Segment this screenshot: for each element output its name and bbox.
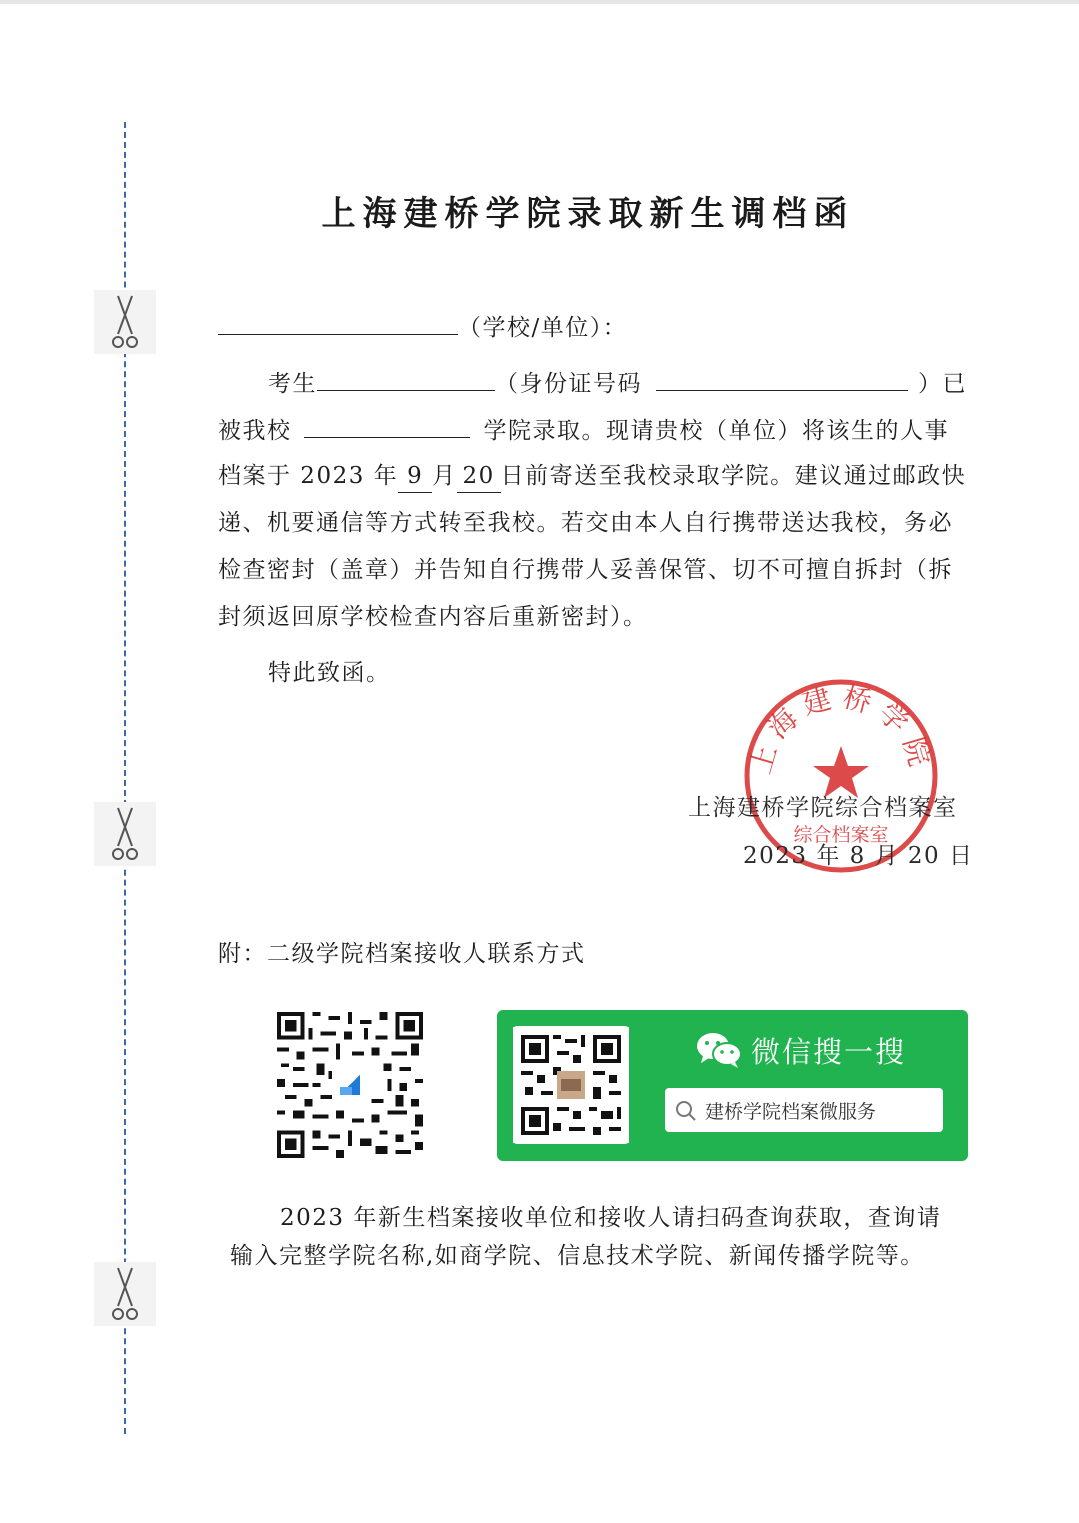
admitted-suffix: ）已 [918, 371, 967, 397]
body-line-6: 封须返回原学校检查内容后重新密封）。 [218, 604, 648, 630]
footer-line-2: 输入完整学院名称,如商学院、信息技术学院、新闻传播学院等。 [230, 1243, 925, 1269]
wechat-search-box[interactable] [665, 1088, 943, 1132]
signature-date: 2023 年 8 月 20 日 [743, 843, 974, 869]
school-blank[interactable] [218, 310, 458, 335]
month-unit: 月 [432, 463, 457, 489]
our-school-label: 被我校 [218, 418, 292, 444]
wechat-search-text: 建桥学院档案微服务 [705, 1101, 877, 1123]
closing-text: 特此致函。 [268, 660, 391, 686]
document-title: 上海建桥学院录取新生调档函 [321, 194, 855, 234]
college-blank[interactable] [304, 413, 470, 438]
qr-code[interactable] [276, 1012, 424, 1158]
footer-line-1: 2023 年新生档案接收单位和接收人请扫码查询获取，查询请 [280, 1205, 942, 1231]
deadline-prefix: 档案于 2023 年 [218, 463, 399, 489]
wechat-search-title: 微信搜一搜 [751, 1035, 907, 1069]
body-line-2 [218, 413, 949, 447]
scissors-icon [94, 1262, 156, 1326]
addressee-line [218, 310, 627, 344]
candidate-name-blank[interactable] [317, 366, 495, 391]
body-line-4: 递、机要通信等方式转至我校。若交由本人自行携带送达我校，务必 [218, 510, 953, 536]
body-text-3: 日前寄送至我校录取学院。建议通过邮政快 [500, 463, 967, 489]
seal-bottom-text: 综合档案室 [793, 824, 889, 846]
wechat-qr-code[interactable] [513, 1026, 629, 1144]
deadline-month: 9 [398, 460, 432, 493]
wechat-search-panel[interactable] [497, 1010, 968, 1161]
signature-org: 上海建桥学院综合档案室 [688, 795, 958, 821]
candidate-label: 考生 [268, 371, 317, 397]
deadline-day: 20 [457, 460, 501, 493]
seal-arc-text: 上海建桥学院 [743, 680, 939, 778]
id-number-label: （身份证号码 [495, 371, 642, 397]
body-text-2: 学院录取。现请贵校（单位）将该生的人事 [483, 418, 949, 444]
body-line-3 [218, 460, 966, 493]
search-icon [675, 1100, 697, 1126]
scissors-icon [94, 802, 156, 866]
scissors-icon [94, 290, 156, 354]
body-line-1 [268, 366, 967, 400]
wechat-logo-icon [695, 1030, 743, 1074]
top-bar [0, 0, 1079, 4]
addressee-suffix: （学校/单位）： [458, 315, 628, 341]
attachment-label: 附：二级学院档案接收人联系方式 [218, 941, 586, 967]
id-number-blank[interactable] [656, 366, 908, 391]
body-line-5: 检查密封（盖章）并告知自行携带人妥善保管、切不可擅自拆封（拆 [218, 557, 953, 583]
